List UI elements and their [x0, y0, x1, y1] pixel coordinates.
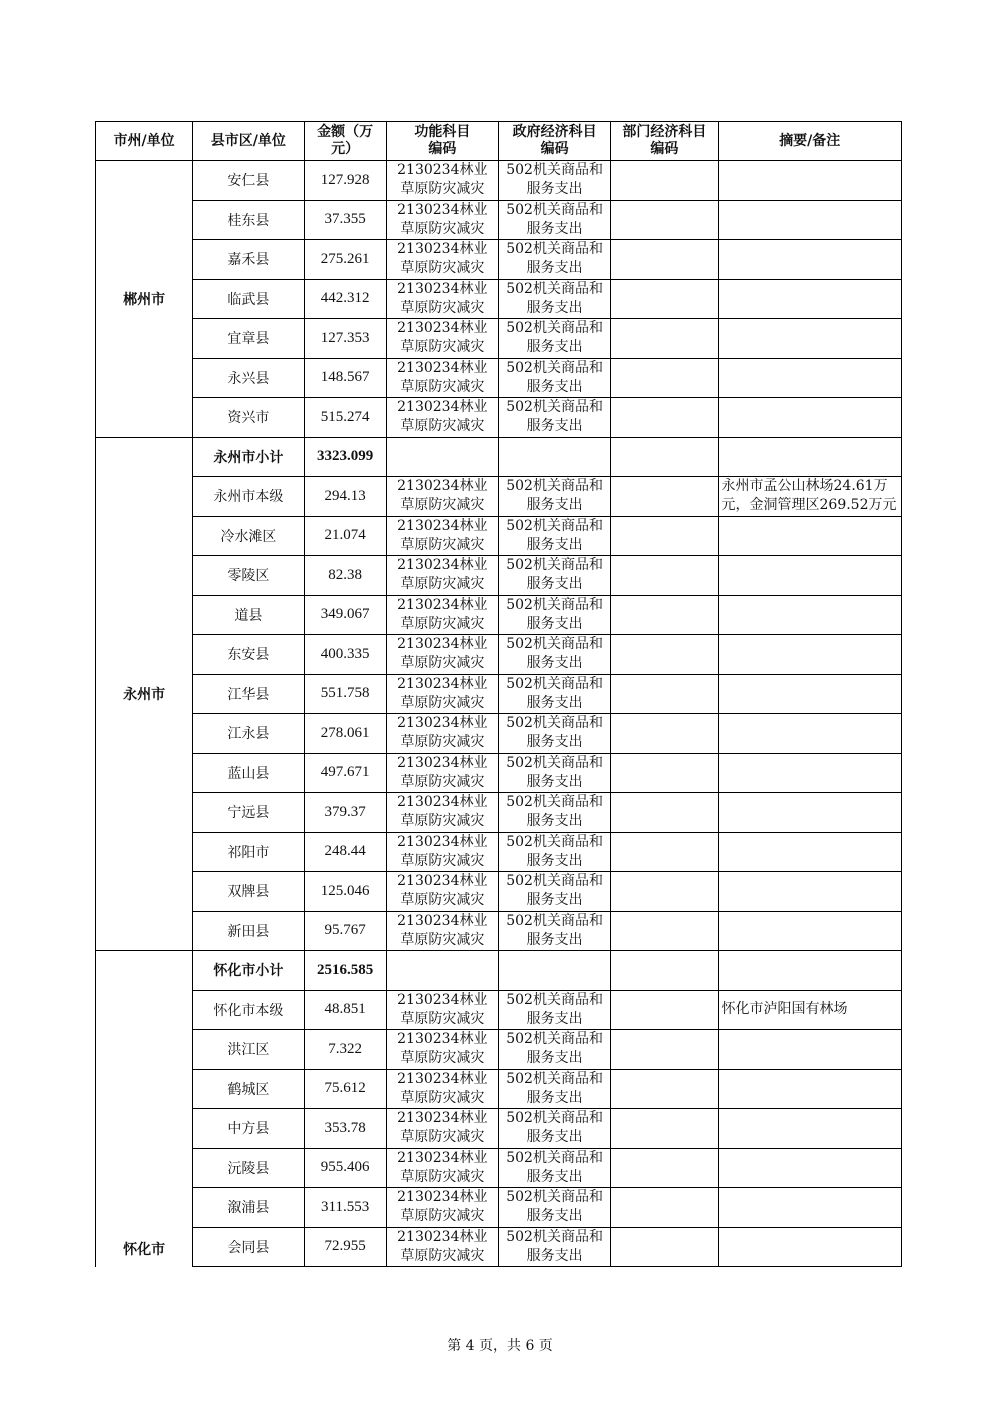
empty-cell [386, 437, 498, 477]
amount-cell: 75.612 [304, 1069, 386, 1109]
amount-cell: 353.78 [304, 1109, 386, 1149]
func-code-text: 2130234林业草原防灾减灾 [397, 1228, 488, 1264]
dept-econ-cell [611, 279, 718, 319]
dept-econ-cell [611, 1069, 718, 1109]
func-code-cell [386, 1227, 498, 1267]
gov-econ-cell [498, 872, 610, 912]
note-cell [718, 398, 902, 438]
amount-cell: 82.38 [304, 556, 386, 596]
gov-econ-cell [498, 319, 610, 359]
gov-econ-cell [498, 200, 610, 240]
amount-cell: 349.067 [304, 595, 386, 635]
county-cell: 嘉禾县 [193, 240, 304, 280]
func-code-cell [386, 1069, 498, 1109]
table-row [96, 1148, 902, 1188]
table-row [96, 990, 902, 1030]
county-cell: 新田县 [193, 911, 304, 951]
gov-econ-cell [498, 1227, 610, 1267]
table [95, 121, 902, 1267]
amount-cell: 125.046 [304, 872, 386, 912]
gov-econ-text: 502机关商品和服务支出 [506, 241, 603, 277]
table-row [96, 358, 902, 398]
gov-econ-cell [498, 161, 610, 201]
func-code-text: 2130234林业草原防灾减灾 [397, 517, 488, 553]
func-code-cell [386, 200, 498, 240]
note-cell [718, 1188, 902, 1228]
note-cell [718, 319, 902, 359]
table-row [96, 793, 902, 833]
note-cell [718, 714, 902, 754]
gov-econ-cell [498, 279, 610, 319]
table-row [96, 516, 902, 556]
gov-econ-text: 502机关商品和服务支出 [506, 991, 603, 1027]
func-code-text: 2130234林业草原防灾减灾 [397, 715, 488, 751]
dept-econ-cell [611, 1109, 718, 1149]
amount-cell: 95.767 [304, 911, 386, 951]
dept-econ-cell [611, 714, 718, 754]
note-cell [718, 358, 902, 398]
header-func-code-label: 功能科目编码 [414, 124, 471, 157]
note-cell [718, 1109, 902, 1149]
gov-econ-text: 502机关商品和服务支出 [506, 1070, 603, 1106]
table-row [96, 1109, 902, 1149]
county-cell: 冷水滩区 [193, 516, 304, 556]
table-row [96, 200, 902, 240]
table-row [96, 477, 902, 517]
gov-econ-text: 502机关商品和服务支出 [506, 912, 603, 948]
empty-cell [498, 951, 610, 991]
county-cell: 临武县 [193, 279, 304, 319]
func-code-text: 2130234林业草原防灾减灾 [397, 1110, 488, 1146]
func-code-text: 2130234林业草原防灾减灾 [397, 636, 488, 672]
header-note: 摘要/备注 [718, 122, 902, 161]
func-code-cell [386, 358, 498, 398]
dept-econ-cell [611, 753, 718, 793]
amount-cell: 248.44 [304, 832, 386, 872]
county-cell: 江永县 [193, 714, 304, 754]
func-code-text: 2130234林业草原防灾减灾 [397, 873, 488, 909]
empty-cell [611, 951, 718, 991]
county-cell: 桂东县 [193, 200, 304, 240]
note-cell [718, 279, 902, 319]
gov-econ-text: 502机关商品和服务支出 [506, 517, 603, 553]
gov-econ-cell [498, 911, 610, 951]
gov-econ-cell [498, 398, 610, 438]
empty-cell [498, 437, 610, 477]
dept-econ-cell [611, 1148, 718, 1188]
func-code-cell [386, 753, 498, 793]
func-code-cell [386, 556, 498, 596]
func-code-cell [386, 1109, 498, 1149]
gov-econ-text: 502机关商品和服务支出 [506, 280, 603, 316]
table-row [96, 1030, 902, 1070]
func-code-text: 2130234林业草原防灾减灾 [397, 833, 488, 869]
header-row [96, 122, 902, 161]
gov-econ-text: 502机关商品和服务支出 [506, 596, 603, 632]
dept-econ-cell [611, 990, 718, 1030]
header-city: 市州/单位 [96, 122, 193, 161]
amount-cell: 400.335 [304, 635, 386, 675]
county-cell: 东安县 [193, 635, 304, 675]
dept-econ-cell [611, 200, 718, 240]
city-cell: 郴州市 [96, 161, 193, 438]
gov-econ-text: 502机关商品和服务支出 [506, 636, 603, 672]
func-code-cell [386, 990, 498, 1030]
note-cell [718, 161, 902, 201]
gov-econ-cell [498, 674, 610, 714]
county-cell: 永兴县 [193, 358, 304, 398]
func-code-cell [386, 872, 498, 912]
amount-cell: 21.074 [304, 516, 386, 556]
gov-econ-cell [498, 595, 610, 635]
subtotal-label: 怀化市小计 [193, 951, 304, 991]
note-cell [718, 872, 902, 912]
county-cell: 中方县 [193, 1109, 304, 1149]
county-cell: 洪江区 [193, 1030, 304, 1070]
amount-cell: 379.37 [304, 793, 386, 833]
gov-econ-text: 502机关商品和服务支出 [506, 715, 603, 751]
dept-econ-cell [611, 358, 718, 398]
gov-econ-text: 502机关商品和服务支出 [506, 794, 603, 830]
func-code-text: 2130234林业草原防灾减灾 [397, 320, 488, 356]
gov-econ-text: 502机关商品和服务支出 [506, 320, 603, 356]
amount-cell: 551.758 [304, 674, 386, 714]
gov-econ-cell [498, 1109, 610, 1149]
dept-econ-cell [611, 319, 718, 359]
county-cell: 溆浦县 [193, 1188, 304, 1228]
note-cell [718, 1030, 902, 1070]
gov-econ-cell [498, 516, 610, 556]
amount-cell: 48.851 [304, 990, 386, 1030]
func-code-cell [386, 832, 498, 872]
county-cell: 永州市本级 [193, 477, 304, 517]
func-code-text: 2130234林业草原防灾减灾 [397, 1149, 488, 1185]
gov-econ-cell [498, 832, 610, 872]
func-code-cell [386, 714, 498, 754]
func-code-text: 2130234林业草原防灾减灾 [397, 478, 488, 514]
func-code-text: 2130234林业草原防灾减灾 [397, 557, 488, 593]
func-code-cell [386, 240, 498, 280]
gov-econ-text: 502机关商品和服务支出 [506, 873, 603, 909]
gov-econ-text: 502机关商品和服务支出 [506, 675, 603, 711]
func-code-cell [386, 635, 498, 675]
table-row [96, 1188, 902, 1228]
func-code-text: 2130234林业草原防灾减灾 [397, 596, 488, 632]
func-code-cell [386, 516, 498, 556]
gov-econ-text: 502机关商品和服务支出 [506, 557, 603, 593]
gov-econ-text: 502机关商品和服务支出 [506, 359, 603, 395]
county-cell: 江华县 [193, 674, 304, 714]
amount-cell: 294.13 [304, 477, 386, 517]
note-cell [718, 516, 902, 556]
gov-econ-text: 502机关商品和服务支出 [506, 1110, 603, 1146]
note-cell [718, 674, 902, 714]
note-cell [718, 753, 902, 793]
func-code-cell [386, 319, 498, 359]
dept-econ-cell [611, 1188, 718, 1228]
note-cell [718, 1227, 902, 1267]
func-code-text: 2130234林业草原防灾减灾 [397, 1189, 488, 1225]
county-cell: 道县 [193, 595, 304, 635]
note-cell [718, 556, 902, 596]
table-row [96, 240, 902, 280]
func-code-text: 2130234林业草原防灾减灾 [397, 754, 488, 790]
amount-cell: 127.928 [304, 161, 386, 201]
city-cell: 永州市 [96, 437, 193, 951]
county-cell: 怀化市本级 [193, 990, 304, 1030]
note-cell: 怀化市泸阳国有林场 [718, 990, 902, 1030]
func-code-text: 2130234林业草原防灾减灾 [397, 912, 488, 948]
amount-cell: 311.553 [304, 1188, 386, 1228]
func-code-cell [386, 793, 498, 833]
amount-cell: 278.061 [304, 714, 386, 754]
table-row [96, 398, 902, 438]
county-cell: 蓝山县 [193, 753, 304, 793]
gov-econ-cell [498, 477, 610, 517]
gov-econ-text: 502机关商品和服务支出 [506, 1031, 603, 1067]
note-cell [718, 911, 902, 951]
gov-econ-text: 502机关商品和服务支出 [506, 1189, 603, 1225]
county-cell: 资兴市 [193, 398, 304, 438]
gov-econ-text: 502机关商品和服务支出 [506, 162, 603, 198]
table-row [96, 279, 902, 319]
gov-econ-text: 502机关商品和服务支出 [506, 1228, 603, 1264]
page-footer: 第 4 页，共 6 页 [447, 1338, 553, 1354]
gov-econ-text: 502机关商品和服务支出 [506, 1149, 603, 1185]
note-cell [718, 240, 902, 280]
note-cell [718, 1069, 902, 1109]
func-code-text: 2130234林业草原防灾减灾 [397, 241, 488, 277]
subtotal-amount: 2516.585 [304, 951, 386, 991]
gov-econ-cell [498, 358, 610, 398]
gov-econ-cell [498, 240, 610, 280]
amount-cell: 7.322 [304, 1030, 386, 1070]
empty-cell [718, 437, 902, 477]
empty-cell [718, 951, 902, 991]
subtotal-row [96, 437, 902, 477]
header-func-code [386, 122, 498, 161]
func-code-text: 2130234林业草原防灾减灾 [397, 359, 488, 395]
amount-cell: 515.274 [304, 398, 386, 438]
dept-econ-cell [611, 556, 718, 596]
gov-econ-text: 502机关商品和服务支出 [506, 201, 603, 237]
dept-econ-cell [611, 398, 718, 438]
dept-econ-cell [611, 872, 718, 912]
dept-econ-cell [611, 674, 718, 714]
gov-econ-text: 502机关商品和服务支出 [506, 833, 603, 869]
county-cell: 宁远县 [193, 793, 304, 833]
func-code-cell [386, 477, 498, 517]
func-code-text: 2130234林业草原防灾减灾 [397, 201, 488, 237]
func-code-cell [386, 674, 498, 714]
table-row [96, 556, 902, 596]
func-code-cell [386, 1030, 498, 1070]
header-amount-label: 金额（万元） [317, 124, 374, 157]
gov-econ-cell [498, 1188, 610, 1228]
func-code-text: 2130234林业草原防灾减灾 [397, 794, 488, 830]
county-cell: 安仁县 [193, 161, 304, 201]
county-cell: 零陵区 [193, 556, 304, 596]
county-cell: 会同县 [193, 1227, 304, 1267]
county-cell: 鹤城区 [193, 1069, 304, 1109]
amount-cell: 955.406 [304, 1148, 386, 1188]
gov-econ-cell [498, 1030, 610, 1070]
dept-econ-cell [611, 1227, 718, 1267]
dept-econ-cell [611, 635, 718, 675]
table-row [96, 1069, 902, 1109]
gov-econ-cell [498, 753, 610, 793]
header-county: 县市区/单位 [193, 122, 304, 161]
amount-cell: 148.567 [304, 358, 386, 398]
note-cell [718, 793, 902, 833]
gov-econ-text: 502机关商品和服务支出 [506, 399, 603, 435]
gov-econ-cell [498, 714, 610, 754]
county-cell: 双牌县 [193, 872, 304, 912]
gov-econ-cell [498, 1148, 610, 1188]
empty-cell [386, 951, 498, 991]
fund-allocation-table [95, 121, 902, 1267]
func-code-cell [386, 398, 498, 438]
amount-cell: 72.955 [304, 1227, 386, 1267]
subtotal-amount: 3323.099 [304, 437, 386, 477]
gov-econ-text: 502机关商品和服务支出 [506, 754, 603, 790]
dept-econ-cell [611, 1030, 718, 1070]
table-row [96, 595, 902, 635]
amount-cell: 442.312 [304, 279, 386, 319]
header-gov-econ-label: 政府经济科目编码 [512, 124, 597, 157]
dept-econ-cell [611, 240, 718, 280]
func-code-cell [386, 1148, 498, 1188]
table-body [96, 161, 902, 1267]
city-cell: 怀化市 [96, 951, 193, 1267]
note-cell [718, 1148, 902, 1188]
table-row [96, 674, 902, 714]
note-cell [718, 200, 902, 240]
table-row [96, 872, 902, 912]
note-cell [718, 832, 902, 872]
func-code-text: 2130234林业草原防灾减灾 [397, 399, 488, 435]
county-cell: 宜章县 [193, 319, 304, 359]
table-row [96, 635, 902, 675]
dept-econ-cell [611, 911, 718, 951]
dept-econ-cell [611, 832, 718, 872]
func-code-cell [386, 279, 498, 319]
dept-econ-cell [611, 595, 718, 635]
table-row [96, 319, 902, 359]
func-code-text: 2130234林业草原防灾减灾 [397, 1031, 488, 1067]
gov-econ-cell [498, 1069, 610, 1109]
header-dept-econ-label: 部门经济科目编码 [622, 124, 707, 157]
func-code-text: 2130234林业草原防灾减灾 [397, 675, 488, 711]
gov-econ-cell [498, 793, 610, 833]
func-code-text: 2130234林业草原防灾减灾 [397, 162, 488, 198]
dept-econ-cell [611, 477, 718, 517]
dept-econ-cell [611, 516, 718, 556]
func-code-cell [386, 911, 498, 951]
note-cell [718, 595, 902, 635]
table-row [96, 161, 902, 201]
amount-cell: 37.355 [304, 200, 386, 240]
amount-cell: 497.671 [304, 753, 386, 793]
table-row [96, 753, 902, 793]
gov-econ-cell [498, 635, 610, 675]
subtotal-label: 永州市小计 [193, 437, 304, 477]
func-code-cell [386, 1188, 498, 1228]
table-row [96, 832, 902, 872]
note-cell [718, 635, 902, 675]
func-code-cell [386, 595, 498, 635]
func-code-cell [386, 161, 498, 201]
header-amount [304, 122, 386, 161]
gov-econ-text: 502机关商品和服务支出 [506, 478, 603, 514]
table-row [96, 911, 902, 951]
func-code-text: 2130234林业草原防灾减灾 [397, 1070, 488, 1106]
note-cell: 永州市孟公山林场24.61万元，金洞管理区269.52万元 [718, 477, 902, 517]
amount-cell: 275.261 [304, 240, 386, 280]
gov-econ-cell [498, 990, 610, 1030]
dept-econ-cell [611, 161, 718, 201]
gov-econ-cell [498, 556, 610, 596]
func-code-text: 2130234林业草原防灾减灾 [397, 991, 488, 1027]
county-cell: 祁阳市 [193, 832, 304, 872]
empty-cell [611, 437, 718, 477]
header-dept-econ [611, 122, 718, 161]
table-row [96, 1227, 902, 1267]
table-row [96, 714, 902, 754]
header-gov-econ [498, 122, 610, 161]
subtotal-row [96, 951, 902, 991]
func-code-text: 2130234林业草原防灾减灾 [397, 280, 488, 316]
dept-econ-cell [611, 793, 718, 833]
county-cell: 沅陵县 [193, 1148, 304, 1188]
amount-cell: 127.353 [304, 319, 386, 359]
